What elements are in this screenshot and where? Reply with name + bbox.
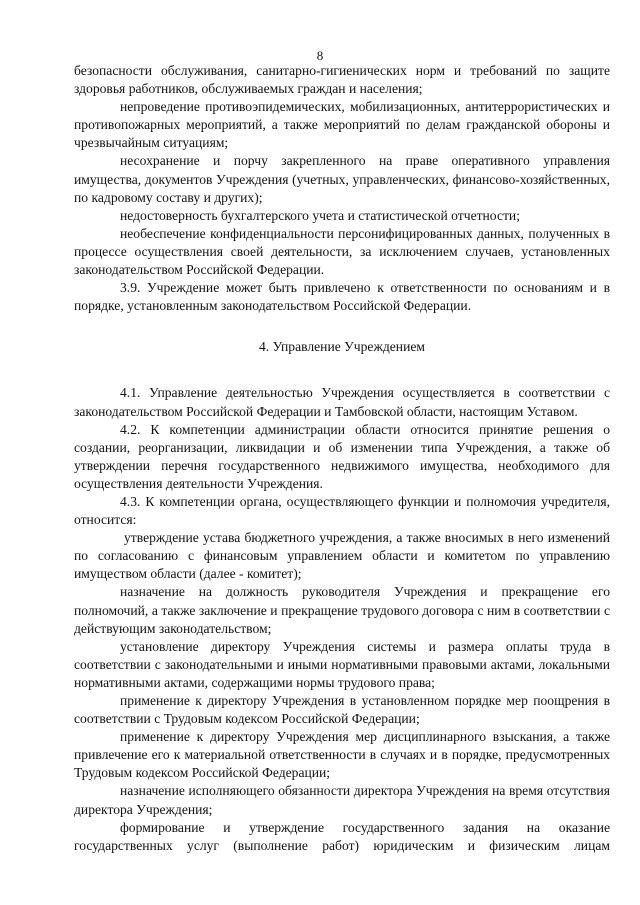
- paragraph: применение к директору Учреждения в установленном порядке мер поощрения в соответствии с Трудовым кодексом Российской Федерации;: [74, 693, 610, 727]
- page-number: 8: [316, 48, 324, 63]
- paragraph: необеспечение конфиденциальности персонифицированных данных, полученных в процессе осуществления своей деятельности, за исключением случаев, установленных законодательством Российской Федерации.: [74, 225, 610, 278]
- paragraph: 3.9. Учреждение может быть привлечено к ответственности по основаниям и в порядке, установленным законодательством Российской Федерации.: [74, 280, 610, 314]
- section-heading: 4. Управление Учреждением: [259, 339, 425, 355]
- paragraph: 4.2. К компетенции администрации области относится принятие решения о создании, реорганизации, ликвидации и об изменении типа Учреждения, а также об утверждении перечня государственного недвижимого имущества, необходимого для осуществления деятельности Учреждения.: [74, 421, 610, 491]
- paragraph: 4.1. Управление деятельностью Учреждения осуществляется в соответствии с законодательством Российской Федерации и Тамбовской области, настоящим Уставом.: [74, 385, 610, 419]
- paragraph: применение к директору Учреждения мер дисциплинарного взыскания, а также привлечение его к материальной ответственности в случаях и в порядке, предусмотренных Трудовым кодексом Российской Федерации;: [74, 729, 610, 781]
- paragraph: утверждение устава бюджетного учреждения, а также вносимых в него изменений по согласованию с финансовым управлением области и комитетом по управлению имуществом области (далее - комитет);: [74, 530, 610, 582]
- paragraph: формирование и утверждение государственного задания на оказание государственных услуг (выполнение работ) юридическим и физическим лицам: [74, 819, 610, 853]
- document-body: [74, 62, 610, 855]
- paragraph: 4.3. К компетенции органа, осуществляющего функции и полномочия учредителя, относится:: [74, 493, 610, 528]
- paragraph: несохранение и порчу закрепленного на праве оперативного управления имущества, документов Учреждения (учетных, управленческих, финансово-хозяйственных, по кадровому составу и других);: [74, 153, 610, 205]
- paragraph: назначение на должность руководителя Учреждения и прекращение его полномочий, а также заключение и прекращение трудового договора с ним в соответствии с действующим законодательством;: [74, 584, 610, 636]
- paragraph: назначение исполняющего обязанности директора Учреждения на время отсутствия директора Учреждения;: [74, 783, 610, 817]
- paragraph: недостоверность бухгалтерского учета и статистической отчетности;: [120, 207, 520, 223]
- paragraph: установление директору Учреждения системы и размера оплаты труда в соответствии с законодательными и иными нормативными правовыми актами, локальными нормативными актами, содержащими нормы трудового права;: [74, 638, 610, 690]
- paragraph: непроведение противоэпидемических, мобилизационных, антитеррористических и противопожарных мероприятий, а также мероприятий по делам гражданской обороны и чрезвычайным ситуациям;: [74, 99, 610, 151]
- paragraph: безопасности обслуживания, санитарно-гигиенических норм и требований по защите здоровья работников, обслуживаемых граждан и населения;: [74, 63, 610, 97]
